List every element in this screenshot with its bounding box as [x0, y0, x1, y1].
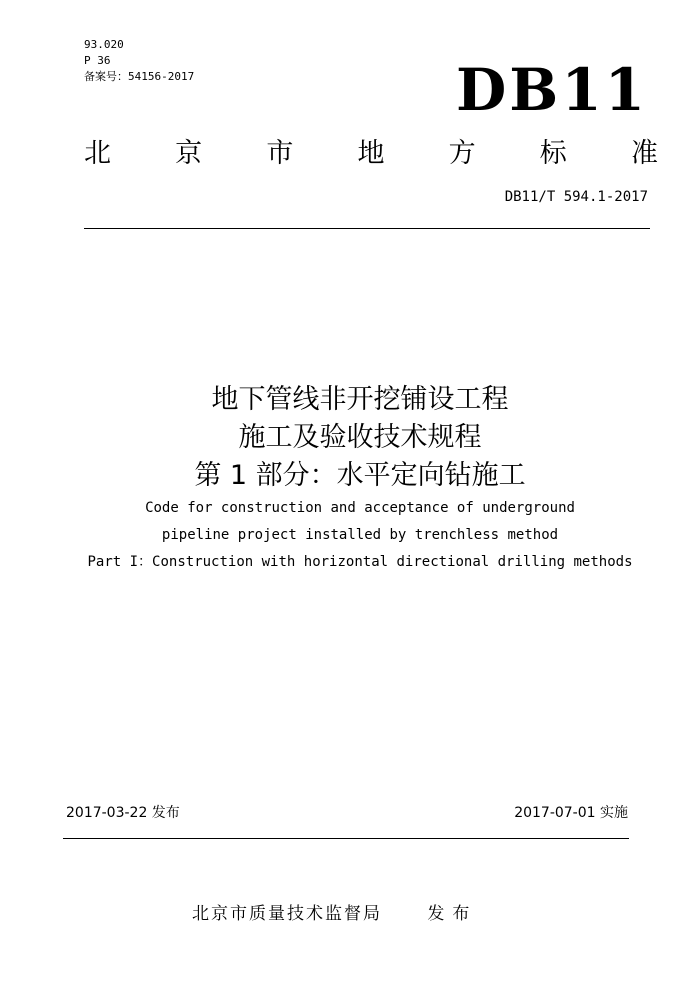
implementation-date: 2017-07-01 实施	[514, 805, 628, 821]
publish-label: 发布	[427, 904, 478, 924]
ics-code: 93.020	[84, 38, 124, 51]
title-cn-line: 施工及验收技术规程	[238, 422, 482, 453]
standard-type-char: 北	[84, 138, 111, 169]
issuing-authority: 北京市质量技术监督局	[192, 904, 382, 924]
top-divider	[84, 228, 650, 229]
title-en-line: pipeline project installed by trenchless method	[161, 527, 559, 543]
standard-type-char: 市	[266, 138, 294, 169]
classification-block	[84, 37, 194, 85]
bottom-divider	[63, 838, 629, 839]
standard-type-char: 准	[630, 138, 658, 169]
issue-date: 2017-03-22 发布	[66, 805, 180, 821]
ccs-code: P 36	[84, 54, 111, 67]
standard-type-char: 地	[357, 138, 385, 169]
title-cn-line: 第 1 部分：水平定向钻施工	[194, 460, 526, 491]
db11-logo: DB11	[456, 56, 649, 124]
standard-type-heading	[84, 137, 658, 171]
title-cn-line: 地下管线非开挖铺设工程	[211, 384, 509, 415]
standard-type-char: 方	[448, 138, 476, 169]
title-en-line: Code for construction and acceptance of underground	[145, 500, 575, 516]
title-en-line: Part I：Construction with horizontal directional drilling methods	[87, 554, 633, 570]
standard-type-char: 京	[175, 138, 203, 169]
title-block	[0, 381, 700, 576]
standard-number: DB11/T 594.1-2017	[504, 189, 648, 205]
standard-type-char: 标	[539, 138, 567, 169]
publisher-line	[192, 902, 477, 926]
filing-number: 备案号：54156-2017	[84, 70, 195, 83]
